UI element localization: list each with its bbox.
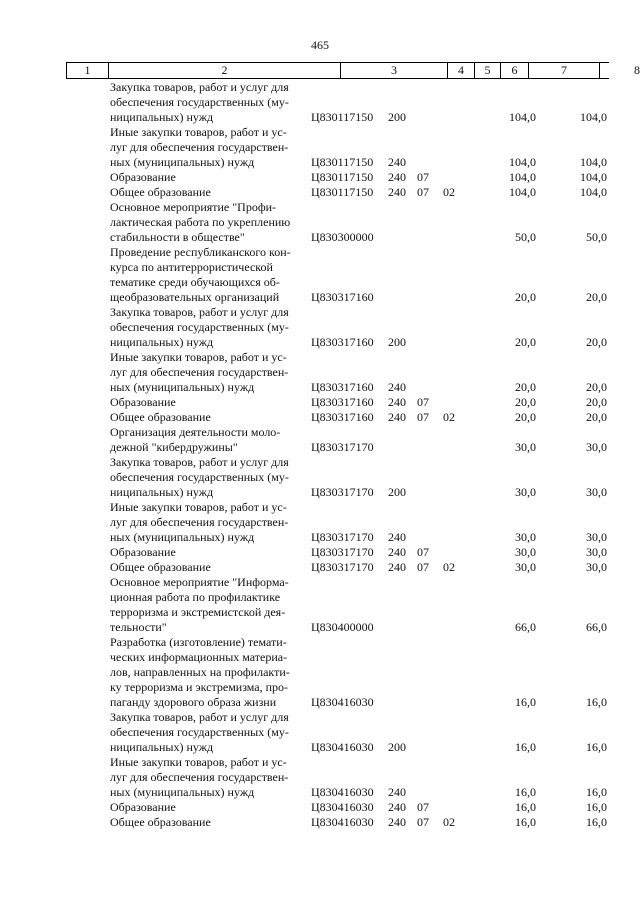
row-col-7: 16,0: [515, 815, 536, 829]
row-name: [110, 545, 300, 560]
table-row: [0, 800, 640, 815]
row-name: [110, 410, 300, 425]
table-row: [0, 245, 640, 305]
table-row: [0, 545, 640, 560]
row-name-line: Общее образование: [110, 560, 211, 574]
row-name-line: тельности": [110, 620, 167, 634]
header-col-3: 3: [341, 63, 448, 78]
row-name: [110, 395, 300, 410]
table-row: [0, 560, 640, 575]
row-code: Ц830416030: [311, 785, 374, 799]
row-name: [110, 815, 300, 830]
row-name-line: ных (муниципальных) нужд: [110, 155, 255, 169]
row-code: Ц830416030: [311, 815, 374, 829]
header-col-8: 8: [600, 63, 640, 78]
row-name: [110, 710, 300, 755]
row-col-8: 30,0: [586, 485, 607, 499]
row-code: Ц830317160: [311, 410, 374, 424]
table-row: [0, 80, 640, 125]
row-col-5: 07: [417, 815, 429, 829]
row-col-6: 02: [443, 410, 455, 424]
row-col-7: 30,0: [515, 560, 536, 574]
row-name: [110, 425, 300, 455]
table-row: [0, 575, 640, 635]
row-name-line: луг для обеспечения государствен-: [110, 365, 289, 379]
row-name-line: паганду здорового образа жизни: [110, 695, 277, 709]
row-col-4: 240: [388, 560, 406, 574]
row-col-7: 30,0: [515, 485, 536, 499]
row-col-6: 02: [443, 815, 455, 829]
row-name-line: Иные закупки товаров, работ и ус-: [110, 350, 287, 364]
row-col-7: 20,0: [515, 410, 536, 424]
row-name-line: Закупка товаров, работ и услуг для: [110, 455, 289, 469]
row-col-5: 07: [417, 545, 429, 559]
row-col-8: 20,0: [586, 290, 607, 304]
row-col-5: 07: [417, 170, 429, 184]
row-name-line: Закупка товаров, работ и услуг для: [110, 80, 289, 94]
row-col-7: 20,0: [515, 290, 536, 304]
table-row: [0, 635, 640, 710]
row-col-8: 20,0: [586, 395, 607, 409]
table-row: [0, 710, 640, 755]
row-code: Ц830416030: [311, 800, 374, 814]
row-code: Ц830317170: [311, 440, 374, 454]
row-col-7: 16,0: [515, 695, 536, 709]
row-name-line: луг для обеспечения государствен-: [110, 770, 289, 784]
table-row: [0, 185, 640, 200]
row-col-7: 66,0: [515, 620, 536, 634]
row-col-4: 240: [388, 785, 406, 799]
row-code: Ц830317170: [311, 530, 374, 544]
row-name-line: Общее образование: [110, 410, 211, 424]
row-name-line: луг для обеспечения государствен-: [110, 515, 289, 529]
row-name-line: Образование: [110, 800, 176, 814]
row-name-line: обеспечения государственных (му-: [110, 725, 289, 739]
row-name-line: ниципальных) нужд: [110, 740, 214, 754]
row-name: [110, 170, 300, 185]
table-row: [0, 425, 640, 455]
row-code: Ц830317160: [311, 335, 374, 349]
row-name-line: ных (муниципальных) нужд: [110, 380, 255, 394]
row-col-7: 16,0: [515, 740, 536, 754]
row-col-4: 240: [388, 380, 406, 394]
row-name: [110, 635, 300, 710]
table-body: [0, 80, 640, 830]
row-name-line: дежной "кибердружины": [110, 440, 238, 454]
table-row: [0, 305, 640, 350]
row-col-4: 200: [388, 740, 406, 754]
row-col-7: 20,0: [515, 380, 536, 394]
row-name-line: лактическая работа по укреплению: [110, 215, 291, 229]
row-name: [110, 200, 300, 245]
table-row: [0, 815, 640, 830]
row-col-7: 20,0: [515, 395, 536, 409]
row-col-7: 20,0: [515, 335, 536, 349]
row-col-8: 30,0: [586, 545, 607, 559]
row-name-line: Закупка товаров, работ и услуг для: [110, 710, 289, 724]
row-col-4: 200: [388, 110, 406, 124]
row-col-8: 50,0: [586, 230, 607, 244]
table-row: [0, 755, 640, 800]
table-row: [0, 395, 640, 410]
header-col-5: 5: [475, 63, 501, 78]
row-col-4: 240: [388, 815, 406, 829]
row-col-7: 104,0: [509, 155, 536, 169]
row-col-5: 07: [417, 560, 429, 574]
row-col-8: 104,0: [580, 110, 607, 124]
table-row: [0, 410, 640, 425]
row-name-line: Иные закупки товаров, работ и ус-: [110, 755, 287, 769]
row-col-7: 16,0: [515, 785, 536, 799]
row-name-line: Общее образование: [110, 185, 211, 199]
row-name-line: ных (муниципальных) нужд: [110, 785, 255, 799]
row-col-4: 240: [388, 155, 406, 169]
header-col-1: 1: [67, 63, 109, 78]
header-col-2: 2: [109, 63, 341, 78]
row-col-8: 16,0: [586, 740, 607, 754]
row-name: [110, 455, 300, 500]
row-name-line: терроризма и экстремистской дея-: [110, 605, 286, 619]
row-code: Ц830117150: [311, 170, 374, 184]
row-code: Ц830317170: [311, 485, 374, 499]
row-name: [110, 575, 300, 635]
row-col-8: 16,0: [586, 800, 607, 814]
row-col-8: 30,0: [586, 560, 607, 574]
row-code: Ц830117150: [311, 185, 374, 199]
row-col-8: 16,0: [586, 785, 607, 799]
row-name-line: ниципальных) нужд: [110, 485, 214, 499]
row-name-line: Разработка (изготовление) темати-: [110, 635, 287, 649]
row-col-4: 200: [388, 485, 406, 499]
table-row: [0, 200, 640, 245]
row-col-6: 02: [443, 560, 455, 574]
page-number: 465: [311, 38, 329, 52]
table-header: [66, 62, 640, 79]
row-col-7: 30,0: [515, 530, 536, 544]
table-row: [0, 125, 640, 170]
row-name-line: лов, направленных на профилакти-: [110, 665, 290, 679]
row-name-line: Закупка товаров, работ и услуг для: [110, 305, 289, 319]
row-col-6: 02: [443, 185, 455, 199]
row-col-5: 07: [417, 410, 429, 424]
row-name: [110, 185, 300, 200]
row-name-line: Образование: [110, 170, 176, 184]
row-name: [110, 305, 300, 350]
row-col-5: 07: [417, 800, 429, 814]
row-code: Ц830416030: [311, 740, 374, 754]
row-code: Ц830317160: [311, 290, 374, 304]
row-name: [110, 560, 300, 575]
row-code: Ц830317160: [311, 380, 374, 394]
row-col-7: 50,0: [515, 230, 536, 244]
row-name-line: ку терроризма и экстремизма, про-: [110, 680, 289, 694]
table-row: [0, 350, 640, 395]
row-col-8: 66,0: [586, 620, 607, 634]
row-col-7: 30,0: [515, 440, 536, 454]
row-code: Ц830300000: [311, 230, 374, 244]
row-name: [110, 350, 300, 395]
row-col-8: 104,0: [580, 155, 607, 169]
row-col-4: 240: [388, 395, 406, 409]
row-name-line: ционная работа по профилактике: [110, 590, 281, 604]
row-col-7: 104,0: [509, 185, 536, 199]
row-name-line: Иные закупки товаров, работ и ус-: [110, 500, 287, 514]
row-col-7: 16,0: [515, 800, 536, 814]
table-row: [0, 500, 640, 545]
row-name-line: Проведение республиканского кон-: [110, 245, 291, 259]
row-col-8: 104,0: [580, 185, 607, 199]
row-name-line: Общее образование: [110, 815, 211, 829]
row-name: [110, 755, 300, 800]
row-col-8: 20,0: [586, 410, 607, 424]
row-name-line: Образование: [110, 545, 176, 559]
row-name-line: Основное мероприятие "Информа-: [110, 575, 289, 589]
row-name-line: обеспечения государственных (му-: [110, 320, 289, 334]
row-name-line: щеобразовательных организаций: [110, 290, 280, 304]
row-col-4: 240: [388, 545, 406, 559]
row-col-8: 104,0: [580, 170, 607, 184]
row-name-line: курса по антитеррористической: [110, 260, 273, 274]
row-col-8: 30,0: [586, 530, 607, 544]
row-name-line: ных (муниципальных) нужд: [110, 530, 255, 544]
row-col-4: 240: [388, 410, 406, 424]
row-col-4: 240: [388, 530, 406, 544]
row-name-line: Образование: [110, 395, 176, 409]
row-name-line: тематике среди обучающихся об-: [110, 275, 280, 289]
row-col-7: 104,0: [509, 110, 536, 124]
row-col-5: 07: [417, 395, 429, 409]
row-col-5: 07: [417, 185, 429, 199]
row-name-line: Иные закупки товаров, работ и ус-: [110, 125, 287, 139]
row-col-4: 240: [388, 800, 406, 814]
row-name: [110, 80, 300, 125]
row-name-line: луг для обеспечения государствен-: [110, 140, 289, 154]
row-col-7: 30,0: [515, 545, 536, 559]
row-name-line: обеспечения государственных (му-: [110, 470, 289, 484]
table-row: [0, 170, 640, 185]
header-col-4: 4: [448, 63, 475, 78]
row-name: [110, 245, 300, 305]
row-name: [110, 125, 300, 170]
row-name-line: ниципальных) нужд: [110, 110, 214, 124]
row-col-7: 104,0: [509, 170, 536, 184]
row-code: Ц830416030: [311, 695, 374, 709]
row-col-4: 240: [388, 185, 406, 199]
row-code: Ц830117150: [311, 155, 374, 169]
row-code: Ц830317170: [311, 545, 374, 559]
row-code: Ц830317160: [311, 395, 374, 409]
row-col-8: 20,0: [586, 380, 607, 394]
table-row: [0, 455, 640, 500]
row-code: Ц830317170: [311, 560, 374, 574]
row-col-8: 16,0: [586, 815, 607, 829]
row-name-line: Основное мероприятие "Профи-: [110, 200, 277, 214]
row-code: Ц830117150: [311, 110, 374, 124]
row-col-8: 30,0: [586, 440, 607, 454]
row-name-line: стабильности в обществе": [110, 230, 245, 244]
header-col-6: 6: [501, 63, 529, 78]
row-name-line: Организация деятельности моло-: [110, 425, 281, 439]
row-col-4: 240: [388, 170, 406, 184]
row-code: Ц830400000: [311, 620, 374, 634]
row-name: [110, 800, 300, 815]
row-name-line: ниципальных) нужд: [110, 335, 214, 349]
row-col-8: 20,0: [586, 335, 607, 349]
row-col-4: 200: [388, 335, 406, 349]
row-col-8: 16,0: [586, 695, 607, 709]
header-col-7: 7: [529, 63, 600, 78]
row-name-line: обеспечения государственных (му-: [110, 95, 289, 109]
row-name: [110, 500, 300, 545]
row-name-line: ческих информационных материа-: [110, 650, 288, 664]
